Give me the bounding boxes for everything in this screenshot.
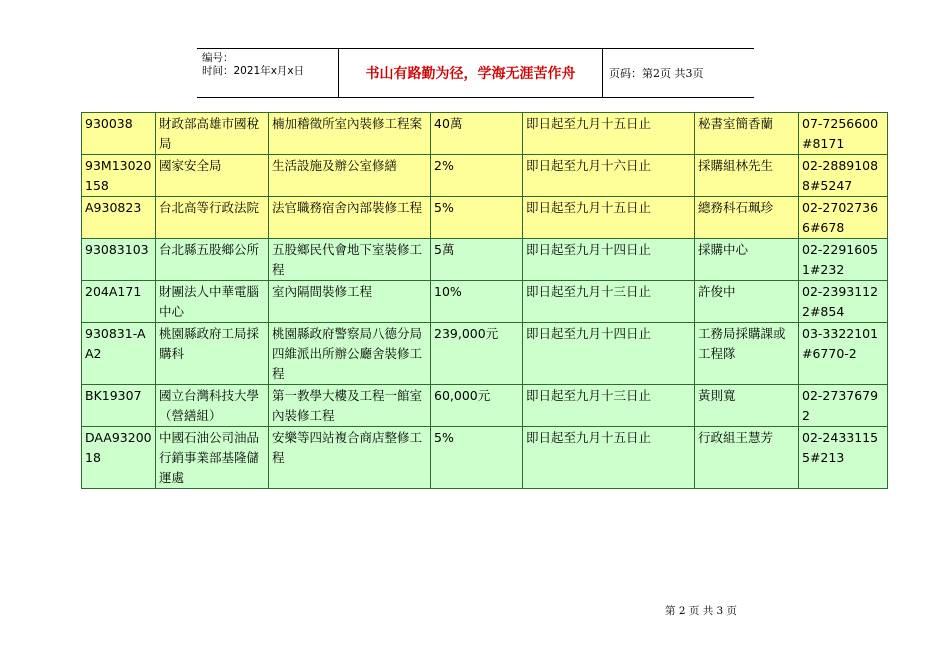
deadline-cell: 即日起至九月十五日止 xyxy=(523,113,695,155)
deadline-cell: 即日起至九月十四日止 xyxy=(523,239,695,281)
phone-cell: 03-3322101#6770-2 xyxy=(799,323,888,385)
phone-cell: 02-23931122#854 xyxy=(799,281,888,323)
amount-cell: 2% xyxy=(431,155,523,197)
table-row xyxy=(82,427,888,489)
amount-cell: 5% xyxy=(431,197,523,239)
deadline-cell: 即日起至九月十四日止 xyxy=(523,323,695,385)
phone-cell: 07-7256600#8171 xyxy=(799,113,888,155)
agency-cell: 台北高等行政法院 xyxy=(156,197,269,239)
contact-cell: 工務局採購課或工程隊 xyxy=(695,323,799,385)
amount-cell: 5萬 xyxy=(431,239,523,281)
contact-cell: 採購組林先生 xyxy=(695,155,799,197)
deadline-cell: 即日起至九月十三日止 xyxy=(523,281,695,323)
agency-cell: 國立台灣科技大學（營繕組） xyxy=(156,385,269,427)
header-motto: 书山有路勤为径，学海无涯苦作舟 xyxy=(339,49,603,97)
deadline-cell: 即日起至九月十三日止 xyxy=(523,385,695,427)
amount-cell: 60,000元 xyxy=(431,385,523,427)
project-name-cell: 室內隔間裝修工程 xyxy=(269,281,431,323)
table-row xyxy=(82,113,888,155)
amount-cell: 239,000元 xyxy=(431,323,523,385)
header-page-info: 页码：第2页 共3页 xyxy=(609,67,704,80)
phone-cell: 02-22916051#232 xyxy=(799,239,888,281)
contact-cell: 採購中心 xyxy=(695,239,799,281)
amount-cell: 40萬 xyxy=(431,113,523,155)
phone-cell: 02-27027366#678 xyxy=(799,197,888,239)
agency-cell: 國家安全局 xyxy=(156,155,269,197)
contact-cell: 秘書室簡香蘭 xyxy=(695,113,799,155)
project-name-cell: 法官職務宿舍內部裝修工程 xyxy=(269,197,431,239)
page-header xyxy=(197,48,754,98)
amount-cell: 10% xyxy=(431,281,523,323)
case-number-cell: 930038 xyxy=(82,113,156,155)
project-name-cell: 楠加稽徵所室內裝修工程案 xyxy=(269,113,431,155)
case-number-cell: 930831-AA2 xyxy=(82,323,156,385)
project-name-cell: 生活設施及辦公室修繕 xyxy=(269,155,431,197)
contact-cell: 黃則寬 xyxy=(695,385,799,427)
table-row xyxy=(82,281,888,323)
contact-cell: 許俊中 xyxy=(695,281,799,323)
document-time-label: 时间：2021年x月x日 xyxy=(202,65,305,77)
phone-cell: 02-27376792 xyxy=(799,385,888,427)
agency-cell: 台北縣五股鄉公所 xyxy=(156,239,269,281)
agency-cell: 財團法人中華電腦中心 xyxy=(156,281,269,323)
project-name-cell: 桃園縣政府警察局八德分局四維派出所辦公廳舍裝修工程 xyxy=(269,323,431,385)
table-row xyxy=(82,385,888,427)
case-number-cell: 93M13020158 xyxy=(82,155,156,197)
project-name-cell: 安樂等四站複合商店整修工程 xyxy=(269,427,431,489)
case-number-cell: 93083103 xyxy=(82,239,156,281)
table-row xyxy=(82,155,888,197)
contact-cell: 行政組王慧芳 xyxy=(695,427,799,489)
project-name-cell: 五股鄉民代會地下室裝修工程 xyxy=(269,239,431,281)
contact-cell: 總務科石珮珍 xyxy=(695,197,799,239)
page-footer: 第 2 页 共 3 页 xyxy=(665,605,738,617)
case-number-cell: 204A171 xyxy=(82,281,156,323)
agency-cell: 中國石油公司油品行銷事業部基隆儲運處 xyxy=(156,427,269,489)
agency-cell: 桃園縣政府工局採購科 xyxy=(156,323,269,385)
case-number-cell: DAA9320018 xyxy=(82,427,156,489)
agency-cell: 財政部高雄市國稅局 xyxy=(156,113,269,155)
header-meta xyxy=(197,49,339,97)
amount-cell: 5% xyxy=(431,427,523,489)
document-number-label: 编号： xyxy=(202,52,234,64)
project-name-cell: 第一教學大樓及工程一館室內裝修工程 xyxy=(269,385,431,427)
table-row xyxy=(82,239,888,281)
case-number-cell: A930823 xyxy=(82,197,156,239)
table-row xyxy=(82,323,888,385)
deadline-cell: 即日起至九月十五日止 xyxy=(523,197,695,239)
procurement-table xyxy=(81,112,888,489)
phone-cell: 02-24331155#213 xyxy=(799,427,888,489)
deadline-cell: 即日起至九月十六日止 xyxy=(523,155,695,197)
phone-cell: 02-28891088#5247 xyxy=(799,155,888,197)
deadline-cell: 即日起至九月十五日止 xyxy=(523,427,695,489)
case-number-cell: BK19307 xyxy=(82,385,156,427)
table-row xyxy=(82,197,888,239)
